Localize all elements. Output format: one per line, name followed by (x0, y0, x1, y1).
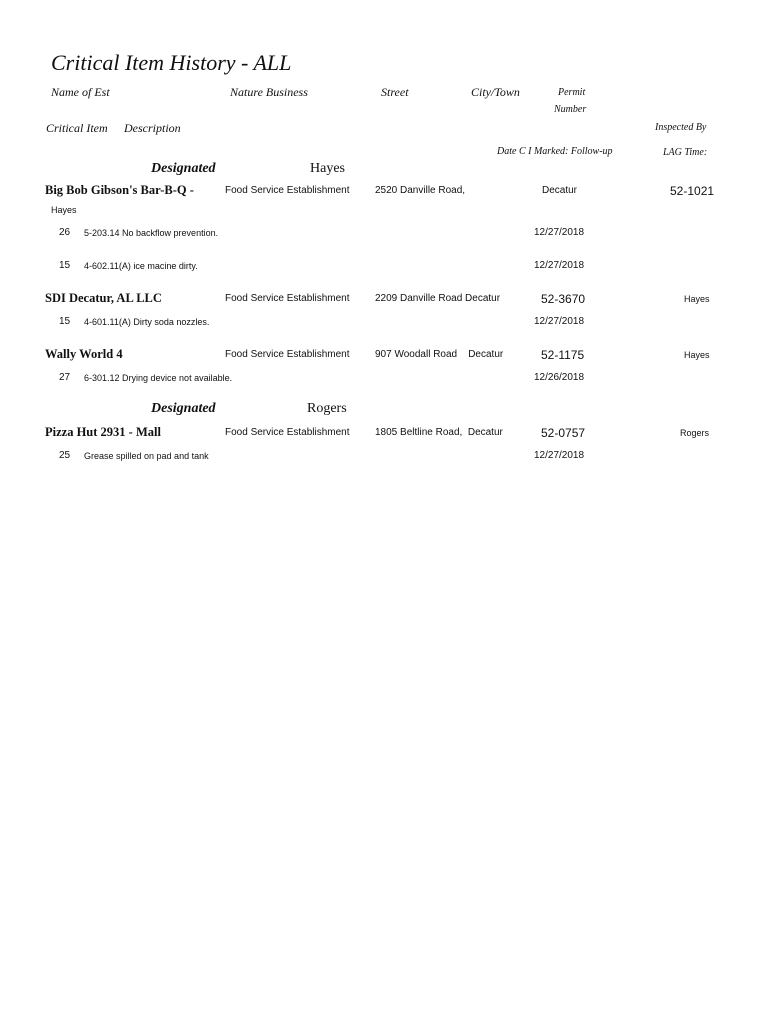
establishment-permit-number: 52-1021 (670, 184, 715, 198)
critical-item-code: 27 (59, 372, 71, 383)
critical-item-date: 12/27/2018 (534, 227, 585, 238)
establishment-permit-number: 52-3670 (541, 292, 586, 306)
header-number: Number (554, 104, 587, 115)
establishment-name: SDI Decatur, AL LLC (45, 291, 162, 305)
header-nature-business: Nature Business (230, 85, 308, 99)
critical-item-date: 12/27/2018 (534, 260, 585, 271)
establishment-street: 2209 Danville Road Decatur (375, 293, 501, 304)
establishment-inspector: Hayes (51, 205, 77, 215)
header-street: Street (381, 85, 409, 99)
establishment-nature: Food Service Establishment (225, 427, 350, 438)
page-title: Critical Item History - ALL (51, 50, 292, 75)
critical-item-description: 5-203.14 No backflow prevention. (84, 228, 219, 238)
establishment-name: Big Bob Gibson's Bar-B-Q - (45, 183, 194, 197)
critical-item-date: 12/26/2018 (534, 372, 585, 383)
establishment-street: 2520 Danville Road, (375, 185, 466, 196)
critical-item-description: Grease spilled on pad and tank (84, 451, 209, 461)
critical-item-date: 12/27/2018 (534, 316, 585, 327)
establishment-permit-number: 52-1175 (541, 348, 585, 362)
establishment-name: Wally World 4 (45, 347, 123, 361)
group-inspector-name: Hayes (310, 161, 345, 176)
group-label: Designated (151, 161, 216, 176)
header-date-ci-marked: Date C I Marked: Follow-up (497, 146, 613, 157)
critical-item-code: 15 (59, 260, 71, 271)
establishment-inspector: Hayes (684, 350, 710, 360)
establishment-name: Pizza Hut 2931 - Mall (45, 425, 161, 439)
establishment-street: 1805 Beltline Road, Decatur (375, 427, 503, 438)
critical-item-code: 15 (59, 316, 71, 327)
establishment-inspector: Rogers (680, 428, 710, 438)
establishment-nature: Food Service Establishment (225, 293, 350, 304)
critical-item-code: 25 (59, 450, 71, 461)
establishment-nature: Food Service Establishment (225, 185, 350, 196)
group-label: Designated (151, 401, 216, 416)
critical-item-date: 12/27/2018 (534, 450, 585, 461)
header-inspected-by: Inspected By (655, 122, 707, 133)
establishment-city: Decatur (542, 185, 578, 196)
header-description: Description (124, 121, 181, 135)
critical-item-description: 4-601.11(A) Dirty soda nozzles. (84, 317, 210, 327)
header-lag-time: LAG Time: (663, 147, 708, 158)
header-permit: Permit (558, 87, 586, 98)
critical-item-description: 4-602.11(A) ice macine dirty. (84, 261, 198, 271)
establishment-street: 907 Woodall Road Decatur (375, 349, 504, 360)
establishment-permit-number: 52-0757 (541, 426, 586, 440)
group-inspector-name: Rogers (307, 401, 347, 416)
header-name-of-est: Name of Est (51, 85, 110, 99)
header-city-town: City/Town (471, 85, 520, 99)
critical-item-code: 26 (59, 227, 71, 238)
critical-item-description: 6-301.12 Drying device not available. (84, 373, 233, 383)
header-critical-item: Critical Item (46, 121, 108, 135)
establishment-inspector: Hayes (684, 294, 710, 304)
establishment-nature: Food Service Establishment (225, 349, 350, 360)
